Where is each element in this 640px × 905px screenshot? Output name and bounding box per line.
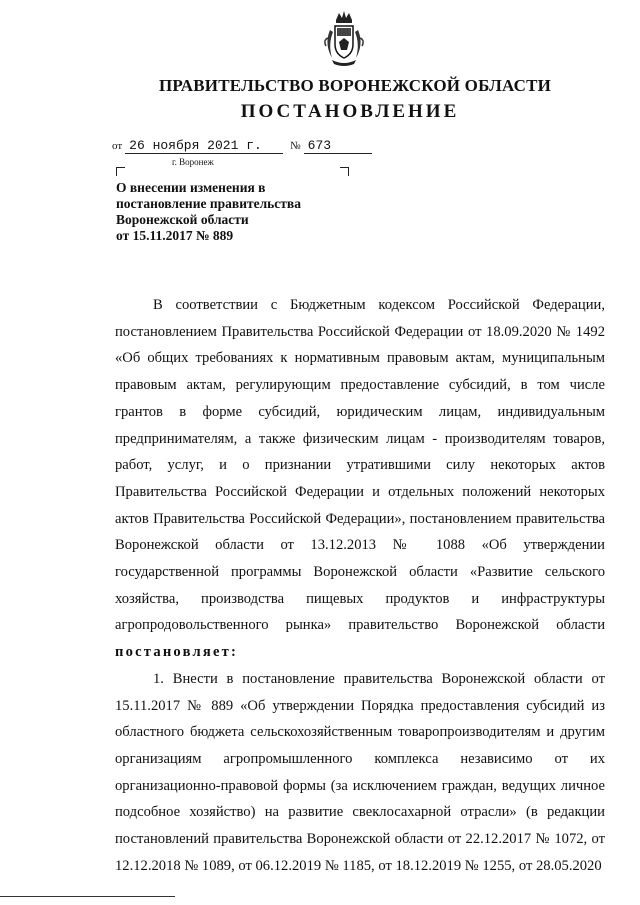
subject-corner-left [116,167,125,176]
document-body [115,292,605,879]
subject-line: от 15.11.2017 № 889 [116,228,234,243]
resolves-keyword: постановляет: [115,644,239,661]
subject-line: Воронежской области [116,212,249,227]
subject-corner-right [340,167,349,176]
preamble-paragraph [115,292,605,666]
coat-of-arms-emblem-icon [322,10,366,68]
subject-line: О внесении изменения в [116,180,266,195]
document-type-title: ПОСТАНОВЛЕНИЕ [240,101,460,122]
subject-line: постановление правительства [116,196,301,211]
footer-divider [0,896,175,897]
document-city: г. Воронеж [172,157,214,167]
document-meta-row [112,138,372,154]
document-number: 673 [304,138,372,154]
document-date: 26 ноября 2021 г. [125,138,283,154]
government-title: ПРАВИТЕЛЬСТВО ВОРОНЕЖСКОЙ ОБЛАСТИ [158,76,552,95]
item-1-paragraph: 1. Внести в постановление правительства Воронежской области от 15.11.2017 № 889 «Об утверждении Порядка предоставления субсидий из областного бюджета сельскохозяйственным товаропроизводителям и другим организациям агропромышленного комплекса независимо от их организационно-правовой формы (за исключением граждан, ведущих личное подсобное хозяйство) на развитие свеклосахарной отрасли» (в редакции постановлений правительства Воронежской области от 22.12.2017 № 1072, от 12.12.2018 № 1089, от 06.12.2019 № 1185, от 18.12.2019 № 1255, от 28.05.2020 [115,670,605,874]
document-subject [116,180,366,244]
date-label: от [112,140,123,152]
number-label: № [290,140,301,152]
preamble-text: В соответствии с Бюджетным кодексом Российской Федерации, постановлением Правительства Российской Федерации от 18.09.2020 № 1492 «Об общих требованиях к нормативным правовым актам, муниципальным правовым актам, регулирующим предоставление субсидий, в том числе грантов в форме субсидий, юридическим лицам, индивидуальным предпринимателям, а также физическим лицам - производителям товаров, работ, услуг, и о признании утратившими силу некоторых актов Правительства Российской Федерации и отдельных положений некоторых актов Правительства Российской Федерации», постановлением правительства Воронежской области от 13.12.2013 № 1088 «Об утверждении государственной программы Воронежской области «Развитие сельского хозяйства, производства пищевых продуктов и инфраструктуры агропродовольственного рынка» правительство Воронежской области [115,297,605,634]
